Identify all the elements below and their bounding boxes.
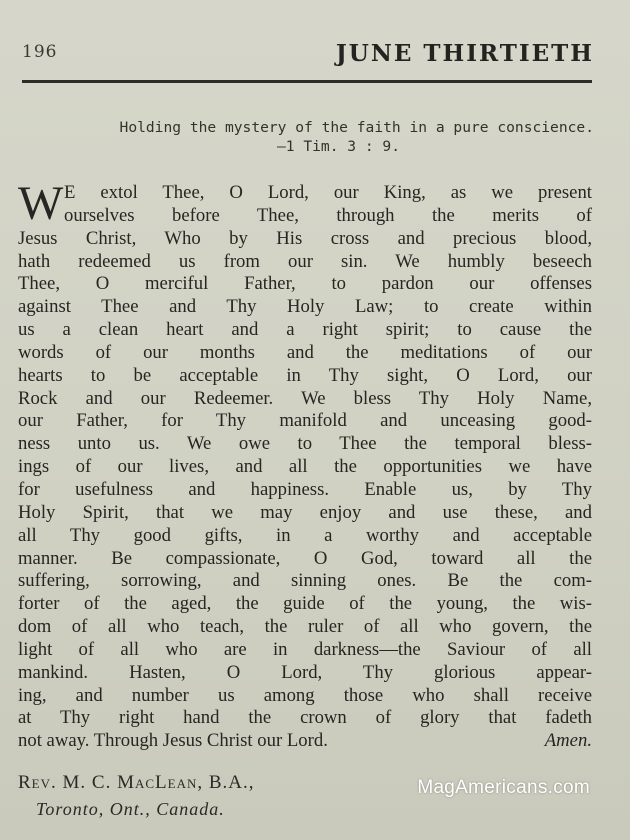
prayer-closing: not away. Through Jesus Christ our Lord.	[18, 730, 328, 752]
prayer-line: mankind. Hasten, O Lord, Thy glorious appear-	[18, 661, 592, 683]
prayer-line: forter of the aged, the guide of the young, the wis-	[18, 593, 592, 615]
author-location: Toronto, Ont., Canada.	[36, 799, 225, 819]
prayer-line: against Thee and Thy Holy Law; to create within	[18, 296, 592, 318]
author-name: Rev. M. C. MacLean, B.A.,	[18, 772, 255, 793]
epigraph	[22, 118, 594, 156]
epigraph-citation: —1 Tim. 3 : 9.	[276, 138, 400, 155]
prayer-line: Thee, O merciful Father, to pardon our offenses	[18, 273, 592, 295]
prayer-line: ness unto us. We owe to Thee the temporal bless-	[18, 433, 592, 455]
page-number: 196	[22, 42, 58, 62]
prayer-line: manner. Be compassionate, O God, toward all the	[18, 547, 592, 569]
prayer-line: ings of our lives, and all the opportunities we have	[18, 456, 592, 478]
prayer-line: ourselves before Thee, through the merits of	[64, 204, 592, 226]
header-rule	[22, 80, 592, 83]
prayer-line: at Thy right hand the crown of glory that fadeth	[18, 707, 592, 729]
prayer-line: words of our months and the meditations of our	[18, 341, 592, 363]
prayer-line: light of all who are in darkness—the Saviour of all	[18, 638, 592, 660]
watermark: MagAmericans.com	[417, 777, 590, 798]
prayer-line: hath redeemed us from our sin. We humbly beseech	[18, 250, 592, 272]
prayer-line: suffering, sorrowing, and sinning ones. Be the com-	[18, 570, 592, 592]
prayer-line: Holy Spirit, that we may enjoy and use these, and	[18, 501, 592, 523]
prayer-line: E extol Thee, O Lord, our King, as we present	[64, 182, 592, 203]
prayer-line: all Thy good gifts, in a worthy and acceptable	[18, 524, 592, 546]
prayer-line: dom of all who teach, the ruler of all who govern, the	[18, 616, 592, 638]
signature	[18, 770, 255, 822]
drop-cap: W	[18, 177, 64, 230]
prayer-line: Rock and our Redeemer. We bless Thy Holy Name,	[18, 387, 592, 409]
prayer-line: us a clean heart and a right spirit; to cause the	[18, 319, 592, 341]
prayer-line: our Father, for Thy manifold and unceasing good-	[18, 410, 592, 432]
amen: Amen.	[544, 730, 592, 752]
prayer-text	[18, 177, 592, 753]
prayer-line: for usefulness and happiness. Enable us, by Thy	[18, 478, 592, 500]
prayer-line: Jesus Christ, Who by His cross and precious blood,	[18, 227, 592, 249]
prayer-last-line	[18, 730, 592, 753]
prayer-line: hearts to be acceptable in Thy sight, O Lord, our	[18, 364, 592, 386]
epigraph-verse: Holding the mystery of the faith in a pure conscience.	[119, 119, 594, 136]
running-head: JUNE THIRTIETH	[335, 40, 594, 67]
prayer-line: ing, and number us among those who shall receive	[18, 684, 592, 706]
